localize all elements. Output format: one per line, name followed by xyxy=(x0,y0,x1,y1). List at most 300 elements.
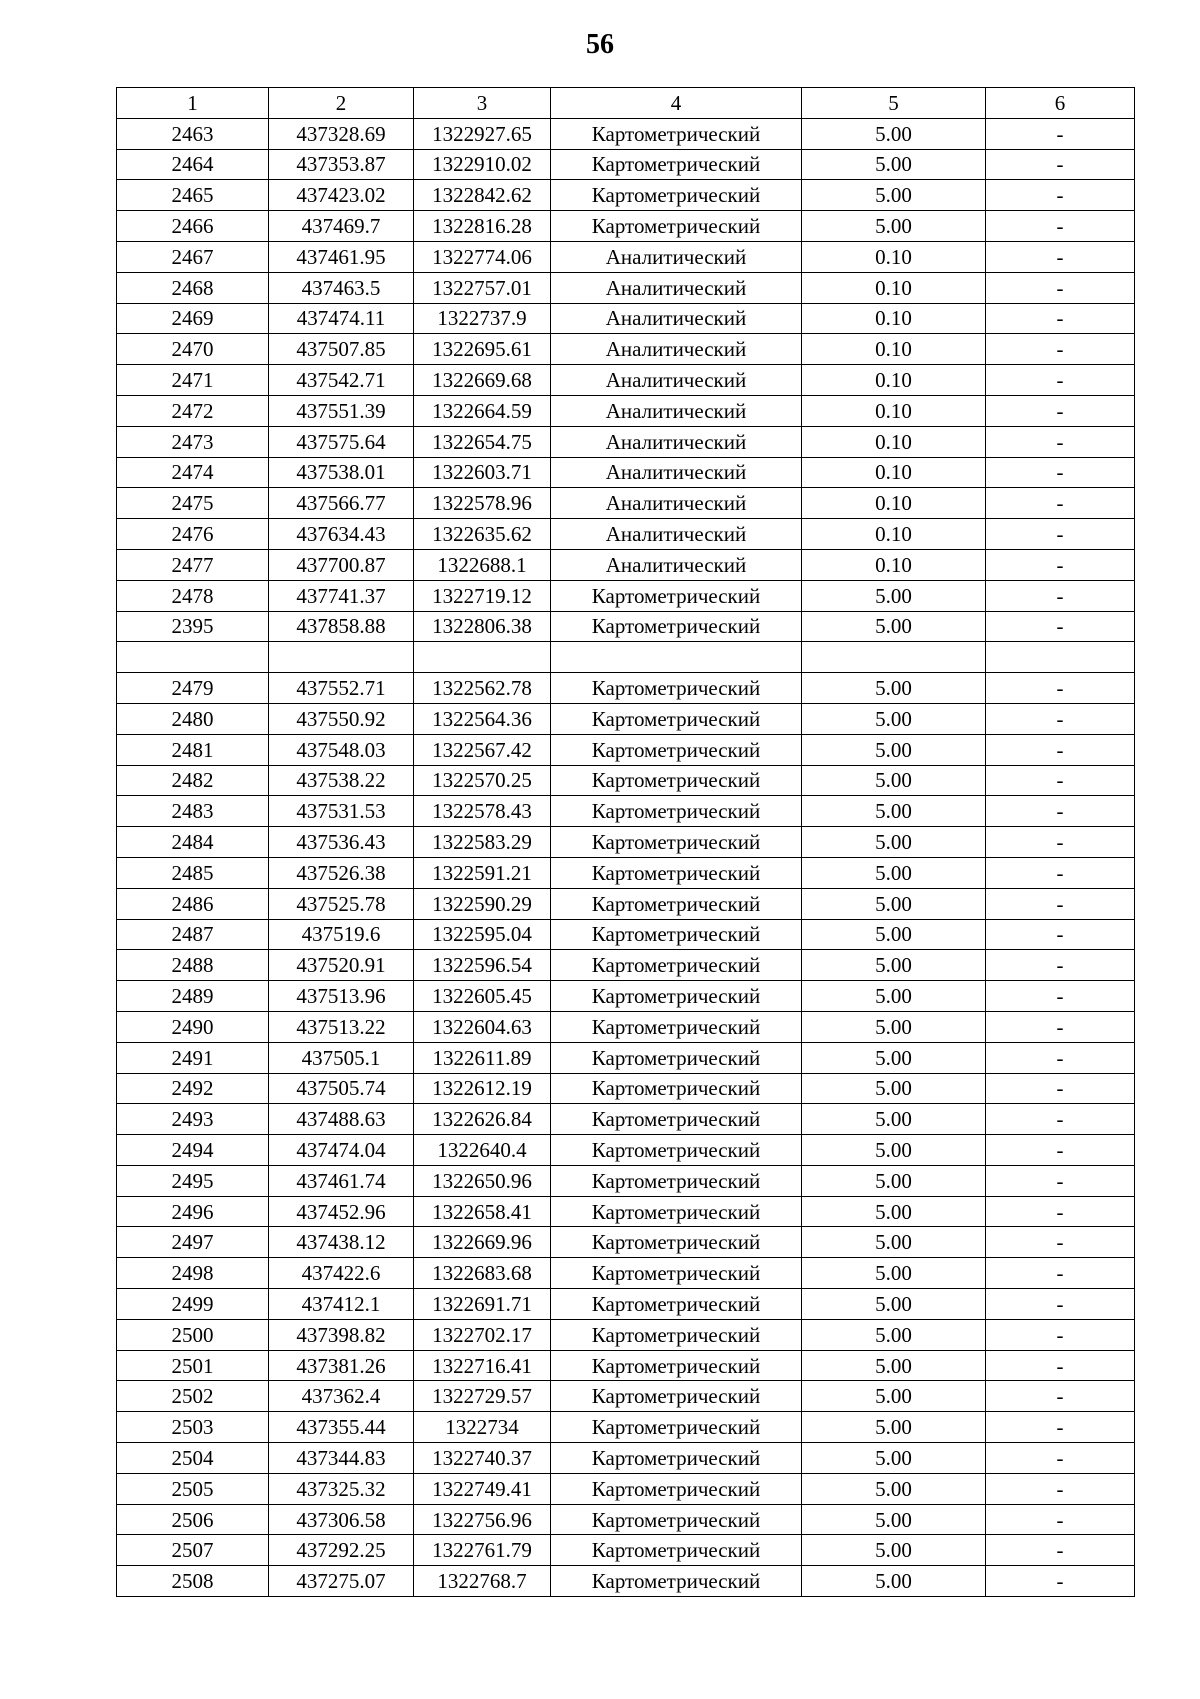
y-coordinate-cell: 1322578.43 xyxy=(414,796,551,827)
x-coordinate-cell: 437306.58 xyxy=(269,1504,414,1535)
point-number-cell: 2486 xyxy=(117,888,269,919)
x-coordinate-cell: 437328.69 xyxy=(269,118,414,149)
description-cell: - xyxy=(986,519,1135,550)
method-cell: Картометрический xyxy=(551,118,802,149)
table-row xyxy=(117,796,1135,827)
method-cell: Картометрический xyxy=(551,580,802,611)
x-coordinate-cell: 437474.04 xyxy=(269,1135,414,1166)
description-cell: - xyxy=(986,211,1135,242)
accuracy-cell: 0.10 xyxy=(802,365,986,396)
x-coordinate-cell: 437531.53 xyxy=(269,796,414,827)
table-row xyxy=(117,426,1135,457)
table-row xyxy=(117,981,1135,1012)
description-cell: - xyxy=(986,673,1135,704)
y-coordinate-cell: 1322927.65 xyxy=(414,118,551,149)
method-cell: Картометрический xyxy=(551,1289,802,1320)
y-coordinate-cell: 1322729.57 xyxy=(414,1381,551,1412)
point-number-cell: 2506 xyxy=(117,1504,269,1535)
table-row xyxy=(117,673,1135,704)
y-coordinate-cell: 1322749.41 xyxy=(414,1473,551,1504)
method-cell: Картометрический xyxy=(551,857,802,888)
table-row xyxy=(117,1042,1135,1073)
table-row xyxy=(117,1258,1135,1289)
y-coordinate-cell: 1322683.68 xyxy=(414,1258,551,1289)
table-row xyxy=(117,1566,1135,1597)
method-cell: Картометрический xyxy=(551,180,802,211)
point-number-cell: 2483 xyxy=(117,796,269,827)
y-coordinate-cell: 1322716.41 xyxy=(414,1350,551,1381)
table-row xyxy=(117,272,1135,303)
table-row xyxy=(117,395,1135,426)
table-row xyxy=(117,1196,1135,1227)
point-number-cell: 2471 xyxy=(117,365,269,396)
accuracy-cell: 5.00 xyxy=(802,673,986,704)
x-coordinate-cell: 437538.22 xyxy=(269,765,414,796)
method-cell: Аналитический xyxy=(551,457,802,488)
table-row xyxy=(117,1381,1135,1412)
x-coordinate-cell: 437525.78 xyxy=(269,888,414,919)
table-row xyxy=(117,365,1135,396)
point-number-cell: 2507 xyxy=(117,1535,269,1566)
table-row xyxy=(117,765,1135,796)
column-header: 6 xyxy=(986,88,1135,119)
x-coordinate-cell: 437542.71 xyxy=(269,365,414,396)
description-cell: - xyxy=(986,488,1135,519)
method-cell: Картометрический xyxy=(551,1258,802,1289)
y-coordinate-cell: 1322658.41 xyxy=(414,1196,551,1227)
method-cell: Картометрический xyxy=(551,888,802,919)
method-cell: Аналитический xyxy=(551,365,802,396)
y-coordinate-cell: 1322626.84 xyxy=(414,1104,551,1135)
table-row xyxy=(117,149,1135,180)
point-number-cell: 2492 xyxy=(117,1073,269,1104)
accuracy-cell: 5.00 xyxy=(802,1381,986,1412)
point-number-cell: 2494 xyxy=(117,1135,269,1166)
description-cell: - xyxy=(986,1535,1135,1566)
y-coordinate-cell: 1322719.12 xyxy=(414,580,551,611)
x-coordinate-cell: 437292.25 xyxy=(269,1535,414,1566)
point-number-cell: 2485 xyxy=(117,857,269,888)
point-number-cell: 2487 xyxy=(117,919,269,950)
x-coordinate-cell: 437741.37 xyxy=(269,580,414,611)
accuracy-cell: 5.00 xyxy=(802,1350,986,1381)
table-row xyxy=(117,1535,1135,1566)
description-cell: - xyxy=(986,395,1135,426)
table-row xyxy=(117,611,1135,642)
x-coordinate-cell: 437858.88 xyxy=(269,611,414,642)
point-number-cell: 2504 xyxy=(117,1443,269,1474)
method-cell: Аналитический xyxy=(551,334,802,365)
description-cell: - xyxy=(986,1196,1135,1227)
point-number-cell: 2476 xyxy=(117,519,269,550)
y-coordinate-cell: 1322635.62 xyxy=(414,519,551,550)
page-number: 56 xyxy=(586,29,614,60)
table-row xyxy=(117,118,1135,149)
accuracy-cell: 5.00 xyxy=(802,1011,986,1042)
table-header-row xyxy=(117,88,1135,119)
y-coordinate-cell: 1322611.89 xyxy=(414,1042,551,1073)
point-number-cell: 2472 xyxy=(117,395,269,426)
table-row xyxy=(117,919,1135,950)
y-coordinate-cell: 1322562.78 xyxy=(414,673,551,704)
y-coordinate-cell: 1322702.17 xyxy=(414,1319,551,1350)
y-coordinate-cell: 1322567.42 xyxy=(414,734,551,765)
point-number-cell: 2490 xyxy=(117,1011,269,1042)
x-coordinate-cell: 437550.92 xyxy=(269,703,414,734)
method-cell: Картометрический xyxy=(551,1350,802,1381)
method-cell: Картометрический xyxy=(551,765,802,796)
table-row xyxy=(117,1011,1135,1042)
description-cell: - xyxy=(986,365,1135,396)
description-cell xyxy=(986,642,1135,673)
method-cell xyxy=(551,642,802,673)
method-cell: Картометрический xyxy=(551,1104,802,1135)
method-cell: Аналитический xyxy=(551,395,802,426)
x-coordinate-cell: 437551.39 xyxy=(269,395,414,426)
accuracy-cell: 5.00 xyxy=(802,1196,986,1227)
accuracy-cell: 5.00 xyxy=(802,981,986,1012)
accuracy-cell: 0.10 xyxy=(802,303,986,334)
table-row xyxy=(117,334,1135,365)
y-coordinate-cell: 1322605.45 xyxy=(414,981,551,1012)
x-coordinate-cell: 437275.07 xyxy=(269,1566,414,1597)
x-coordinate-cell: 437423.02 xyxy=(269,180,414,211)
method-cell: Картометрический xyxy=(551,1566,802,1597)
accuracy-cell: 5.00 xyxy=(802,580,986,611)
accuracy-cell: 0.10 xyxy=(802,519,986,550)
description-cell: - xyxy=(986,1381,1135,1412)
description-cell: - xyxy=(986,549,1135,580)
accuracy-cell: 5.00 xyxy=(802,1504,986,1535)
table-row xyxy=(117,180,1135,211)
y-coordinate-cell: 1322596.54 xyxy=(414,950,551,981)
method-cell: Картометрический xyxy=(551,1196,802,1227)
table-row xyxy=(117,888,1135,919)
point-number-cell: 2467 xyxy=(117,241,269,272)
x-coordinate-cell: 437552.71 xyxy=(269,673,414,704)
y-coordinate-cell: 1322691.71 xyxy=(414,1289,551,1320)
description-cell: - xyxy=(986,149,1135,180)
description-cell: - xyxy=(986,1504,1135,1535)
accuracy-cell: 5.00 xyxy=(802,1073,986,1104)
point-number-cell: 2478 xyxy=(117,580,269,611)
table-row xyxy=(117,1135,1135,1166)
table-row xyxy=(117,488,1135,519)
description-cell: - xyxy=(986,1104,1135,1135)
y-coordinate-cell: 1322640.4 xyxy=(414,1135,551,1166)
x-coordinate-cell: 437461.95 xyxy=(269,241,414,272)
point-number-cell: 2491 xyxy=(117,1042,269,1073)
point-number-cell: 2489 xyxy=(117,981,269,1012)
description-cell: - xyxy=(986,888,1135,919)
method-cell: Аналитический xyxy=(551,488,802,519)
x-coordinate-cell: 437507.85 xyxy=(269,334,414,365)
description-cell: - xyxy=(986,1443,1135,1474)
y-coordinate-cell: 1322740.37 xyxy=(414,1443,551,1474)
point-number-cell: 2468 xyxy=(117,272,269,303)
point-number-cell: 2473 xyxy=(117,426,269,457)
x-coordinate-cell: 437488.63 xyxy=(269,1104,414,1135)
x-coordinate-cell: 437398.82 xyxy=(269,1319,414,1350)
point-number-cell: 2470 xyxy=(117,334,269,365)
y-coordinate-cell xyxy=(414,642,551,673)
method-cell: Картометрический xyxy=(551,827,802,858)
accuracy-cell: 5.00 xyxy=(802,1135,986,1166)
description-cell: - xyxy=(986,1412,1135,1443)
table-row xyxy=(117,241,1135,272)
y-coordinate-cell: 1322910.02 xyxy=(414,149,551,180)
method-cell: Картометрический xyxy=(551,1011,802,1042)
description-cell: - xyxy=(986,1165,1135,1196)
accuracy-cell: 5.00 xyxy=(802,857,986,888)
column-header: 5 xyxy=(802,88,986,119)
method-cell: Аналитический xyxy=(551,303,802,334)
point-number-cell: 2395 xyxy=(117,611,269,642)
accuracy-cell: 5.00 xyxy=(802,1258,986,1289)
point-number-cell xyxy=(117,642,269,673)
table-row xyxy=(117,1350,1135,1381)
description-cell: - xyxy=(986,919,1135,950)
y-coordinate-cell: 1322688.1 xyxy=(414,549,551,580)
method-cell: Аналитический xyxy=(551,519,802,550)
description-cell: - xyxy=(986,580,1135,611)
x-coordinate-cell: 437461.74 xyxy=(269,1165,414,1196)
y-coordinate-cell: 1322669.96 xyxy=(414,1227,551,1258)
method-cell: Картометрический xyxy=(551,1412,802,1443)
x-coordinate-cell: 437519.6 xyxy=(269,919,414,950)
description-cell: - xyxy=(986,1227,1135,1258)
accuracy-cell: 5.00 xyxy=(802,1165,986,1196)
description-cell: - xyxy=(986,827,1135,858)
x-coordinate-cell: 437412.1 xyxy=(269,1289,414,1320)
y-coordinate-cell: 1322669.68 xyxy=(414,365,551,396)
y-coordinate-cell: 1322816.28 xyxy=(414,211,551,242)
accuracy-cell: 5.00 xyxy=(802,1535,986,1566)
table-row xyxy=(117,211,1135,242)
column-header: 1 xyxy=(117,88,269,119)
x-coordinate-cell: 437355.44 xyxy=(269,1412,414,1443)
description-cell: - xyxy=(986,1135,1135,1166)
description-cell: - xyxy=(986,457,1135,488)
accuracy-cell: 0.10 xyxy=(802,241,986,272)
x-coordinate-cell: 437513.96 xyxy=(269,981,414,1012)
point-number-cell: 2466 xyxy=(117,211,269,242)
column-header: 3 xyxy=(414,88,551,119)
accuracy-cell: 5.00 xyxy=(802,827,986,858)
x-coordinate-cell: 437538.01 xyxy=(269,457,414,488)
accuracy-cell: 5.00 xyxy=(802,1104,986,1135)
y-coordinate-cell: 1322806.38 xyxy=(414,611,551,642)
x-coordinate-cell: 437505.1 xyxy=(269,1042,414,1073)
table-row xyxy=(117,827,1135,858)
table-row xyxy=(117,580,1135,611)
point-number-cell: 2464 xyxy=(117,149,269,180)
accuracy-cell: 5.00 xyxy=(802,180,986,211)
table-row xyxy=(117,1412,1135,1443)
method-cell: Картометрический xyxy=(551,981,802,1012)
y-coordinate-cell: 1322604.63 xyxy=(414,1011,551,1042)
point-number-cell: 2501 xyxy=(117,1350,269,1381)
description-cell: - xyxy=(986,1011,1135,1042)
x-coordinate-cell: 437513.22 xyxy=(269,1011,414,1042)
y-coordinate-cell: 1322737.9 xyxy=(414,303,551,334)
description-cell: - xyxy=(986,703,1135,734)
x-coordinate-cell: 437536.43 xyxy=(269,827,414,858)
table-row xyxy=(117,1289,1135,1320)
y-coordinate-cell: 1322768.7 xyxy=(414,1566,551,1597)
y-coordinate-cell: 1322695.61 xyxy=(414,334,551,365)
accuracy-cell: 5.00 xyxy=(802,611,986,642)
x-coordinate-cell xyxy=(269,642,414,673)
description-cell: - xyxy=(986,765,1135,796)
point-number-cell: 2480 xyxy=(117,703,269,734)
x-coordinate-cell: 437526.38 xyxy=(269,857,414,888)
point-number-cell: 2475 xyxy=(117,488,269,519)
table-row xyxy=(117,1473,1135,1504)
accuracy-cell: 5.00 xyxy=(802,734,986,765)
accuracy-cell: 0.10 xyxy=(802,549,986,580)
accuracy-cell: 5.00 xyxy=(802,1473,986,1504)
accuracy-cell: 5.00 xyxy=(802,1289,986,1320)
method-cell: Картометрический xyxy=(551,796,802,827)
x-coordinate-cell: 437700.87 xyxy=(269,549,414,580)
table-body xyxy=(117,118,1135,1596)
accuracy-cell: 5.00 xyxy=(802,118,986,149)
table-row xyxy=(117,1504,1135,1535)
y-coordinate-cell: 1322590.29 xyxy=(414,888,551,919)
method-cell: Картометрический xyxy=(551,1443,802,1474)
method-cell: Картометрический xyxy=(551,1473,802,1504)
point-number-cell: 2502 xyxy=(117,1381,269,1412)
accuracy-cell: 0.10 xyxy=(802,488,986,519)
description-cell: - xyxy=(986,1319,1135,1350)
point-number-cell: 2477 xyxy=(117,549,269,580)
method-cell: Картометрический xyxy=(551,1535,802,1566)
point-number-cell: 2463 xyxy=(117,118,269,149)
y-coordinate-cell: 1322564.36 xyxy=(414,703,551,734)
x-coordinate-cell: 437344.83 xyxy=(269,1443,414,1474)
description-cell: - xyxy=(986,272,1135,303)
table-row xyxy=(117,857,1135,888)
x-coordinate-cell: 437381.26 xyxy=(269,1350,414,1381)
x-coordinate-cell: 437634.43 xyxy=(269,519,414,550)
accuracy-cell: 5.00 xyxy=(802,1443,986,1474)
y-coordinate-cell: 1322591.21 xyxy=(414,857,551,888)
x-coordinate-cell: 437520.91 xyxy=(269,950,414,981)
point-number-cell: 2482 xyxy=(117,765,269,796)
y-coordinate-cell: 1322654.75 xyxy=(414,426,551,457)
description-cell: - xyxy=(986,118,1135,149)
point-number-cell: 2503 xyxy=(117,1412,269,1443)
y-coordinate-cell: 1322612.19 xyxy=(414,1073,551,1104)
point-number-cell: 2488 xyxy=(117,950,269,981)
description-cell: - xyxy=(986,981,1135,1012)
table-row xyxy=(117,457,1135,488)
x-coordinate-cell: 437474.11 xyxy=(269,303,414,334)
accuracy-cell: 0.10 xyxy=(802,457,986,488)
x-coordinate-cell: 437505.74 xyxy=(269,1073,414,1104)
x-coordinate-cell: 437566.77 xyxy=(269,488,414,519)
point-number-cell: 2465 xyxy=(117,180,269,211)
description-cell: - xyxy=(986,1566,1135,1597)
method-cell: Аналитический xyxy=(551,241,802,272)
description-cell: - xyxy=(986,1042,1135,1073)
y-coordinate-cell: 1322757.01 xyxy=(414,272,551,303)
point-number-cell: 2495 xyxy=(117,1165,269,1196)
x-coordinate-cell: 437469.7 xyxy=(269,211,414,242)
method-cell: Аналитический xyxy=(551,272,802,303)
description-cell: - xyxy=(986,1073,1135,1104)
accuracy-cell: 5.00 xyxy=(802,888,986,919)
y-coordinate-cell: 1322583.29 xyxy=(414,827,551,858)
point-number-cell: 2500 xyxy=(117,1319,269,1350)
x-coordinate-cell: 437325.32 xyxy=(269,1473,414,1504)
accuracy-cell: 5.00 xyxy=(802,1412,986,1443)
accuracy-cell: 5.00 xyxy=(802,1227,986,1258)
accuracy-cell: 5.00 xyxy=(802,1042,986,1073)
table-row xyxy=(117,703,1135,734)
description-cell: - xyxy=(986,334,1135,365)
method-cell: Картометрический xyxy=(551,1319,802,1350)
point-number-cell: 2479 xyxy=(117,673,269,704)
description-cell: - xyxy=(986,1473,1135,1504)
accuracy-cell: 5.00 xyxy=(802,149,986,180)
method-cell: Картометрический xyxy=(551,149,802,180)
method-cell: Картометрический xyxy=(551,1227,802,1258)
method-cell: Картометрический xyxy=(551,611,802,642)
method-cell: Картометрический xyxy=(551,950,802,981)
table-row xyxy=(117,1443,1135,1474)
y-coordinate-cell: 1322595.04 xyxy=(414,919,551,950)
table-row xyxy=(117,1227,1135,1258)
y-coordinate-cell: 1322734 xyxy=(414,1412,551,1443)
table-row xyxy=(117,734,1135,765)
x-coordinate-cell: 437362.4 xyxy=(269,1381,414,1412)
point-number-cell: 2505 xyxy=(117,1473,269,1504)
y-coordinate-cell: 1322842.62 xyxy=(414,180,551,211)
point-number-cell: 2497 xyxy=(117,1227,269,1258)
accuracy-cell xyxy=(802,642,986,673)
accuracy-cell: 5.00 xyxy=(802,950,986,981)
x-coordinate-cell: 437353.87 xyxy=(269,149,414,180)
point-number-cell: 2484 xyxy=(117,827,269,858)
table-row xyxy=(117,1165,1135,1196)
y-coordinate-cell: 1322570.25 xyxy=(414,765,551,796)
description-cell: - xyxy=(986,857,1135,888)
accuracy-cell: 5.00 xyxy=(802,765,986,796)
table-row xyxy=(117,303,1135,334)
description-cell: - xyxy=(986,1350,1135,1381)
method-cell: Картометрический xyxy=(551,734,802,765)
accuracy-cell: 5.00 xyxy=(802,211,986,242)
y-coordinate-cell: 1322603.71 xyxy=(414,457,551,488)
point-number-cell: 2508 xyxy=(117,1566,269,1597)
method-cell: Аналитический xyxy=(551,426,802,457)
description-cell: - xyxy=(986,950,1135,981)
point-number-cell: 2499 xyxy=(117,1289,269,1320)
y-coordinate-cell: 1322650.96 xyxy=(414,1165,551,1196)
accuracy-cell: 5.00 xyxy=(802,796,986,827)
x-coordinate-cell: 437422.6 xyxy=(269,1258,414,1289)
description-cell: - xyxy=(986,180,1135,211)
accuracy-cell: 5.00 xyxy=(802,1319,986,1350)
x-coordinate-cell: 437548.03 xyxy=(269,734,414,765)
accuracy-cell: 5.00 xyxy=(802,919,986,950)
y-coordinate-cell: 1322761.79 xyxy=(414,1535,551,1566)
accuracy-cell: 0.10 xyxy=(802,426,986,457)
description-cell: - xyxy=(986,796,1135,827)
method-cell: Картометрический xyxy=(551,1381,802,1412)
